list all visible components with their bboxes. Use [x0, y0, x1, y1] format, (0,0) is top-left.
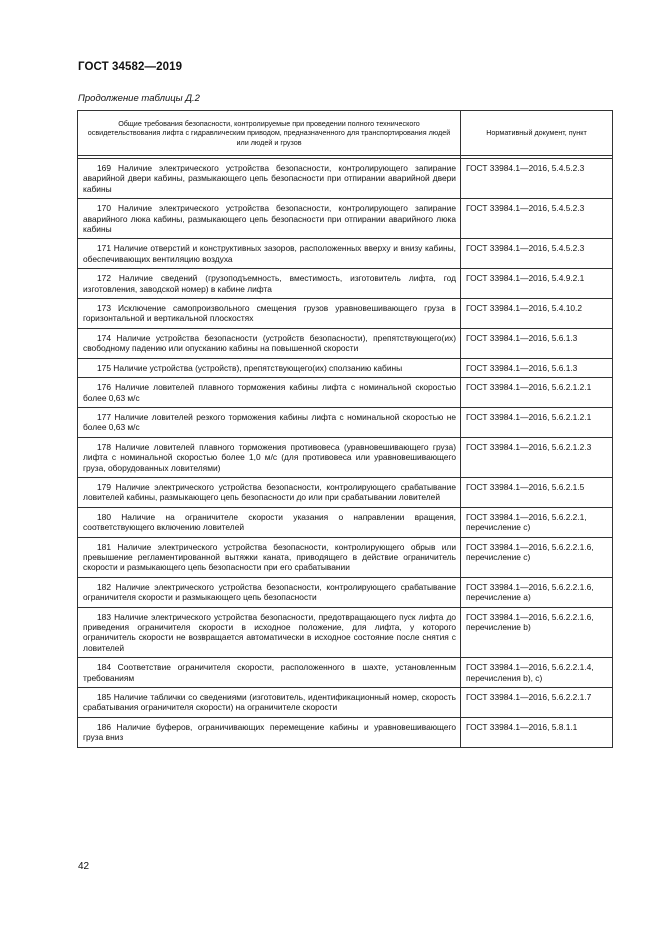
requirements-table: [77, 110, 613, 748]
reference-cell: ГОСТ 33984.1—2016, 5.4.9.2.1: [461, 269, 613, 299]
table-row: [78, 239, 613, 269]
reference-cell: ГОСТ 33984.1—2016, 5.8.1.1: [461, 717, 613, 747]
requirement-cell: 174 Наличие устройства безопасности (устройств безопасности), препятствующего(их) свободному падению или опусканию кабины на повышенной скорости: [78, 328, 461, 358]
table-row: [78, 507, 613, 537]
requirement-cell: 170 Наличие электрического устройства безопасности, контролирующего запирание аварийного люка кабины, размыкающего цепь безопасности при отпирании аварийного люка кабины: [78, 199, 461, 239]
requirement-cell: 180 Наличие на ограничителе скорости указания о направлении вращения, соответствующего включению ловителей: [78, 507, 461, 537]
table-row: [78, 477, 613, 507]
requirement-cell: 179 Наличие электрического устройства безопасности, контролирующего срабатывание ловителей кабины, размыкающего цепь безопасности до или при срабатывании ловителей: [78, 477, 461, 507]
reference-cell: ГОСТ 33984.1—2016, 5.6.2.1.2.1: [461, 378, 613, 408]
reference-cell: ГОСТ 33984.1—2016, 5.6.1.3: [461, 358, 613, 377]
table-row: [78, 269, 613, 299]
table-row: [78, 299, 613, 329]
requirement-cell: 176 Наличие ловителей плавного торможения кабины лифта с номинальной скоростью более 0,63 м/с: [78, 378, 461, 408]
reference-cell: ГОСТ 33984.1—2016, 5.6.1.3: [461, 328, 613, 358]
table-row: [78, 537, 613, 577]
table-caption: Продолжение таблицы Д.2: [78, 93, 200, 104]
requirement-cell: 175 Наличие устройства (устройств), препятствующего(их) сползанию кабины: [78, 358, 461, 377]
standard-code: ГОСТ 34582—2019: [78, 61, 183, 73]
table-row: [78, 328, 613, 358]
reference-cell: ГОСТ 33984.1—2016, 5.6.2.2.1.6, перечисление а): [461, 577, 613, 607]
reference-cell: ГОСТ 33984.1—2016, 5.4.10.2: [461, 299, 613, 329]
column-header-requirements: Общие требования безопасности, контролируемые при проведении полного технического освидетельствования лифта с гидравлическим приводом, предназначенного для транспортирования людей или людей и грузов: [78, 111, 461, 156]
reference-cell: ГОСТ 33984.1—2016, 5.4.5.2.3: [461, 199, 613, 239]
reference-cell: ГОСТ 33984.1—2016, 5.4.5.2.3: [461, 159, 613, 199]
requirement-cell: 178 Наличие ловителей плавного торможения противовеса (уравновешивающего груза) лифта с номинальной скоростью более 1,0 м/с (для противовеса или уравновешивающего груза, оборудованных ловителями): [78, 437, 461, 477]
table-row: [78, 688, 613, 718]
table-row: [78, 437, 613, 477]
requirement-cell: 186 Наличие буферов, ограничивающих перемещение кабины и уравновешивающего груза вниз: [78, 717, 461, 747]
reference-cell: ГОСТ 33984.1—2016, 5.6.2.2.1.6, перечисление b): [461, 607, 613, 658]
requirement-cell: 183 Наличие электрического устройства безопасности, предотвращающего пуск лифта до приведения ограничителя скорости в исходное положение, для лифта, у которого ограничитель скорости не возвращается автоматически в исходное состояние после снятия с ловителей: [78, 607, 461, 658]
reference-cell: ГОСТ 33984.1—2016, 5.6.2.1.5: [461, 477, 613, 507]
requirement-cell: 173 Исключение самопроизвольного смещения грузов уравновешивающего груза в горизонтальной и вертикальной плоскостях: [78, 299, 461, 329]
table-row: [78, 658, 613, 688]
requirement-cell: 181 Наличие электрического устройства безопасности, контролирующего обрыв или превышение регламентированной вытяжки каната, приводящего в действие ограничитель скорости и размыкающего цепь безопасности при его срабатывании: [78, 537, 461, 577]
table-row: [78, 378, 613, 408]
table-row: [78, 199, 613, 239]
column-header-reference: Нормативный документ, пункт: [461, 111, 613, 156]
table-row: [78, 407, 613, 437]
reference-cell: ГОСТ 33984.1—2016, 5.6.2.1.2.1: [461, 407, 613, 437]
table-row: [78, 358, 613, 377]
reference-cell: ГОСТ 33984.1—2016, 5.6.2.2.1.7: [461, 688, 613, 718]
table-row: [78, 159, 613, 199]
requirement-cell: 169 Наличие электрического устройства безопасности, контролирующего запирание аварийной двери кабины, размыкающего цепь безопасности при отпирании аварийной двери кабины: [78, 159, 461, 199]
requirement-cell: 182 Наличие электрического устройства безопасности, контролирующего срабатывание ограничителя скорости и размыкающего цепь безопасности: [78, 577, 461, 607]
table-row: [78, 577, 613, 607]
requirement-cell: 171 Наличие отверстий и конструктивных зазоров, расположенных вверху и внизу кабины, обеспечивающих вентиляцию воздуха: [78, 239, 461, 269]
reference-cell: ГОСТ 33984.1—2016, 5.6.2.2.1.6, перечисление с): [461, 537, 613, 577]
reference-cell: ГОСТ 33984.1—2016, 5.4.5.2.3: [461, 239, 613, 269]
requirement-cell: 184 Соответствие ограничителя скорости, расположенного в шахте, установленным требованиям: [78, 658, 461, 688]
requirement-cell: 185 Наличие таблички со сведениями (изготовитель, идентификационный номер, скорость срабатывания ограничителя скорости) на ограничителе скорости: [78, 688, 461, 718]
table-row: [78, 607, 613, 658]
table-header-row: [78, 111, 613, 156]
page-number: 42: [78, 861, 90, 872]
reference-cell: ГОСТ 33984.1—2016, 5.6.2.2.1, перечисление с): [461, 507, 613, 537]
requirement-cell: 177 Наличие ловителей резкого торможения кабины лифта с номинальной скоростью не более 0,63 м/с: [78, 407, 461, 437]
requirement-cell: 172 Наличие сведений (грузоподъемность, вместимость, изготовитель лифта, год изготовления, заводской номер) в кабине лифта: [78, 269, 461, 299]
reference-cell: ГОСТ 33984.1—2016, 5.6.2.2.1.4, перечисления b), с): [461, 658, 613, 688]
reference-cell: ГОСТ 33984.1—2016, 5.6.2.1.2.3: [461, 437, 613, 477]
table-row: [78, 717, 613, 747]
table-body: [78, 156, 613, 748]
